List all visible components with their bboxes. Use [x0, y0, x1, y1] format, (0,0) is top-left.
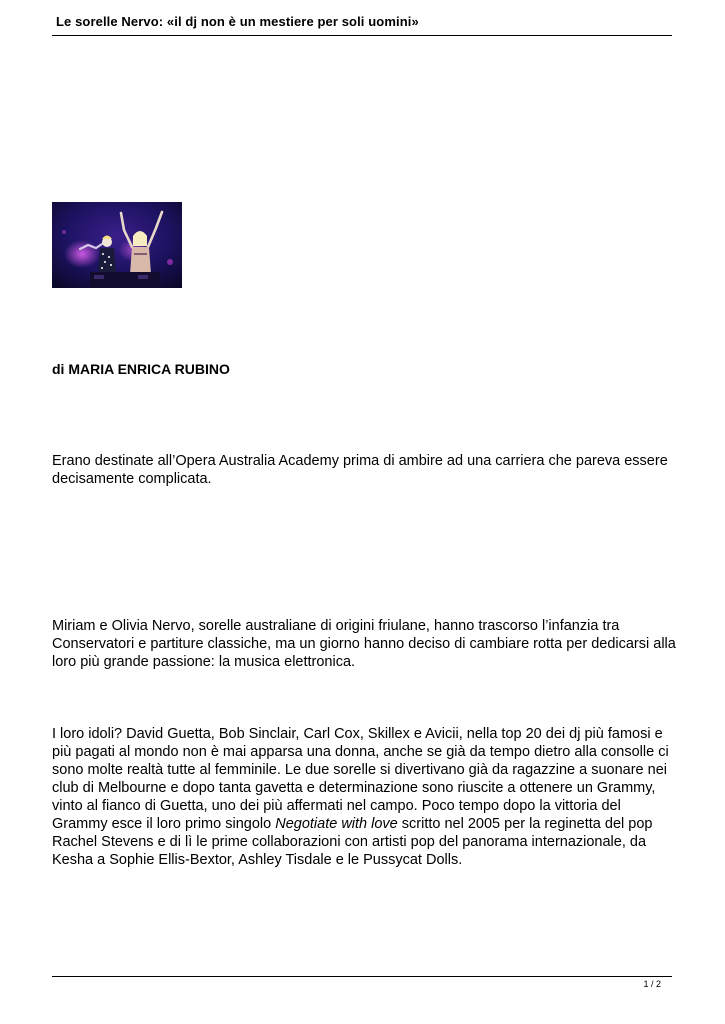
article-paragraph: Erano destinate all’Opera Australia Academy prima di ambire ad una carriera che pareva essere decisamente complicata. [52, 453, 668, 487]
song-title: Negotiate with love [275, 816, 398, 832]
header-divider [52, 35, 672, 36]
article-paragraph [52, 725, 676, 869]
article-byline: di MARIA ENRICA RUBINO [52, 361, 230, 377]
footer-divider [52, 976, 672, 977]
article-photo [52, 202, 182, 288]
article-paragraph: Miriam e Olivia Nervo, sorelle australiane di origini friulane, hanno trascorso l’infanzia tra Conservatori e partiture classiche, ma un giorno hanno deciso di cambiare rotta per dedicarsi alla loro più grande passione: la musica elettronica. [52, 618, 676, 670]
page-title: Le sorelle Nervo: «il dj non è un mestiere per soli uomini» [56, 14, 419, 29]
paragraph-text: scritto nel 2005 per la reginetta del pop Rachel Stevens e di lì le prime collaborazioni con artisti pop del panorama internazionale, da Kesha a Sophie Ellis-Bextor, Ashley Tisdale e le Pussycat Dolls. [52, 816, 653, 868]
page-number: 1 / 2 [643, 979, 661, 989]
paragraph-text: I loro idoli? David Guetta, Bob Sinclair, Carl Cox, Skillex e Avicii, nella top 20 dei dj più famosi e più pagati al mondo non è mai apparsa una donna, anche se già da tempo dietro alla consolle ci sono molte realtà tutte al femminile. Le due sorelle si divertivano già da ragazzine a suonare nei club di Melbourne e dopo tanta gavetta e determinazione sono riuscite a ottenere un Grammy, vinto al fianco di Guetta, uno dei più affermati nel campo. Poco tempo dopo la vittoria del Grammy esce il loro primo singolo [52, 726, 669, 832]
